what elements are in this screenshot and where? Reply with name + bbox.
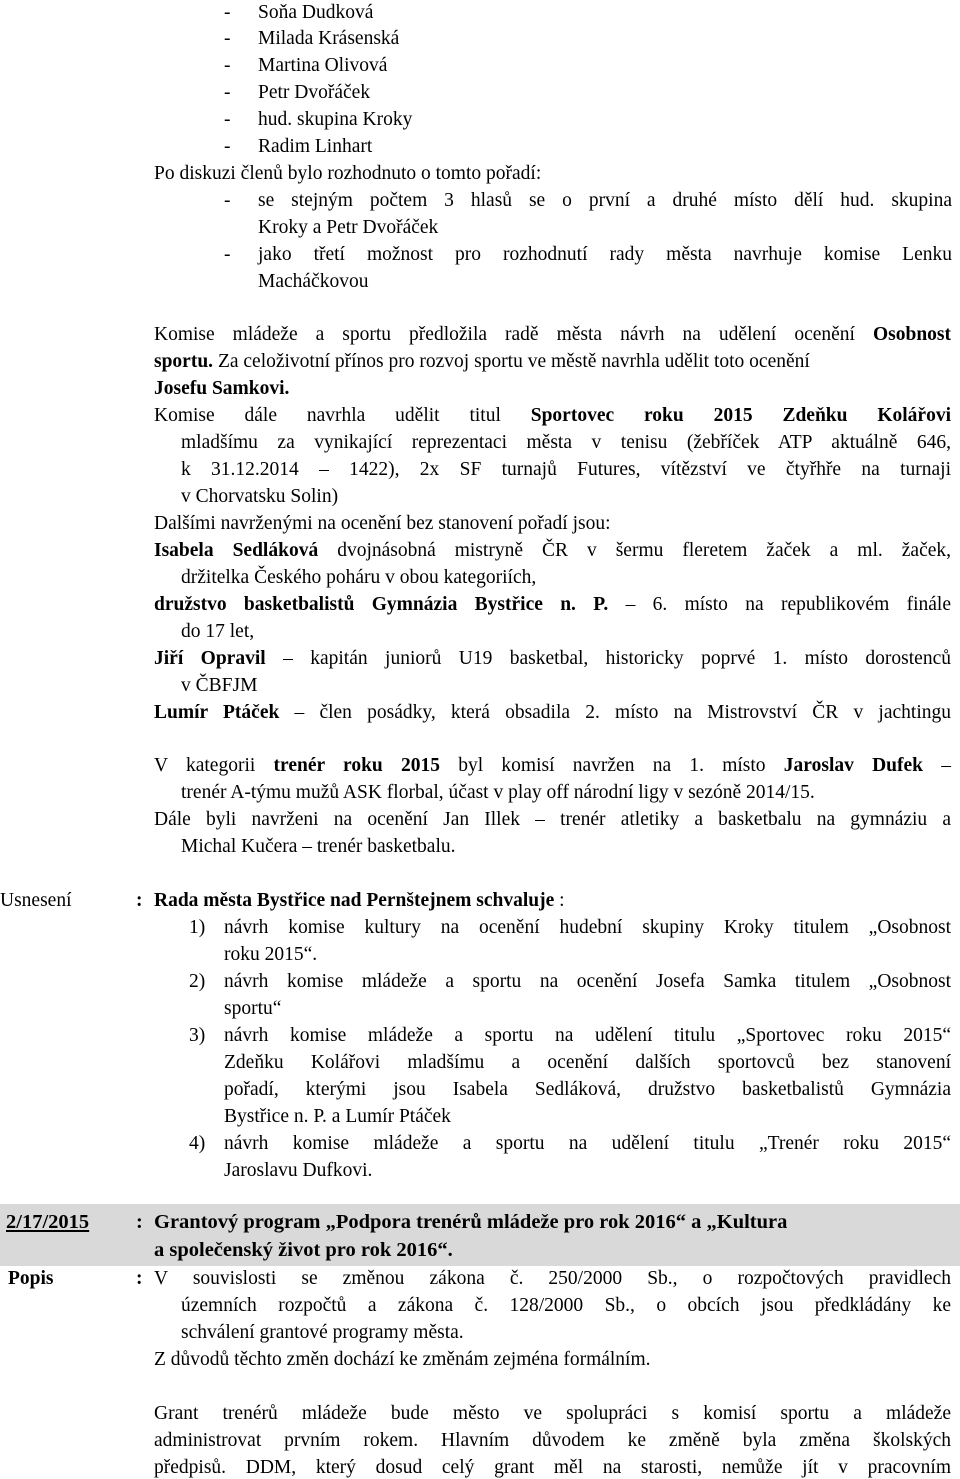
resolution-item-line: Zdeňku Kolářovi mladšímu a ocenění dalších sportovců bez stanovení: [224, 1052, 951, 1073]
resolution-item-line: Jaroslavu Dufkovi.: [224, 1160, 373, 1181]
youth-paragraph-line: sportu. Za celoživotní přínos pro rozvoj sportu ve městě navrhla udělit toto ocenění: [154, 351, 810, 372]
resolution-item-line: pořadí, kterými jsou Isabela Sedláková, družstvo basketbalistů Gymnázia: [224, 1079, 951, 1100]
decision-2-line: Macháčkovou: [258, 271, 369, 292]
decision-1-line: Kroky a Petr Dvořáček: [258, 217, 439, 238]
popis-line: Z důvodů těchto změn dochází ke změnám zejména formálním.: [154, 1349, 651, 1370]
resolution-colon: :: [136, 890, 143, 911]
decision-1-line: se stejným počtem 3 hlasů se o první a druhé místo dělí hud. skupina: [258, 190, 952, 211]
list-bullet: -: [224, 55, 231, 76]
coach-line: trenér A-týmu mužů ASK florbal, účast v play off národní ligy v sezóně 2014/15.: [181, 782, 815, 803]
list-item: Soňa Dudková: [258, 2, 374, 23]
list-bullet: -: [224, 82, 231, 103]
list-bullet: -: [224, 109, 231, 130]
list-item: Milada Krásenská: [258, 28, 400, 49]
popis-colon: :: [136, 1268, 143, 1289]
popis-line: schválení grantové programy města.: [181, 1322, 464, 1343]
list-item: Martina Olivová: [258, 55, 388, 76]
list-bullet: -: [224, 190, 231, 211]
agenda-item-colon: :: [136, 1211, 143, 1233]
decision-2-line: jako třetí možnost pro rozhodnutí rady města navrhuje komise Lenku: [258, 244, 952, 265]
discussion-intro: Po diskuzi členů bylo rozhodnuto o tomto pořadí:: [154, 163, 542, 184]
resolution-item-number: 4): [189, 1133, 206, 1154]
list-bullet: -: [224, 136, 231, 157]
agenda-item-title: Grantový program „Podpora trenérů mládeže pro rok 2016“ a „Kultura: [154, 1211, 788, 1233]
resolution-item-number: 1): [189, 917, 206, 938]
popis-line: územních rozpočtů a zákona č. 128/2000 Sb., o obcích jsou předkládány ke: [181, 1295, 951, 1316]
resolution-item-line: návrh komise mládeže a sportu na udělení titulu „Trenér roku 2015“: [224, 1133, 951, 1154]
popis-line: Grant trenérů mládeže bude město ve spolupráci s komisí sportu a mládeže: [154, 1403, 951, 1424]
nominee-line: družstvo basketbalistů Gymnázia Bystřice n. P. – 6. místo na republikovém finále: [154, 594, 951, 615]
coach-line: Dále byli navrženi na ocenění Jan Illek – trenér atletiky a basketbalu na gymnáziu a: [154, 809, 951, 830]
resolution-item-number: 3): [189, 1025, 206, 1046]
nominee-line: do 17 let,: [181, 621, 255, 642]
nominee-line: Lumír Ptáček – člen posádky, která obsadila 2. místo na Mistrovství ČR v jachtingu: [154, 702, 951, 723]
resolution-label: Usnesení: [0, 890, 72, 911]
list-item: Petr Dvořáček: [258, 82, 371, 103]
coach-line: Michal Kučera – trenér basketbalu.: [181, 836, 456, 857]
sportovec-line: Komise dále navrhla udělit titul Sportovec roku 2015 Zdeňku Kolářovi: [154, 405, 951, 426]
youth-paragraph-line: Komise mládeže a sportu předložila radě města návrh na udělení ocenění Osobnost: [154, 324, 951, 345]
nominee-line: Jiří Opravil – kapitán juniorů U19 basketbal, historicky poprvé 1. místo dorostenců: [154, 648, 951, 669]
others-intro: Dalšími navrženými na ocenění bez stanovení pořadí jsou:: [154, 513, 611, 534]
resolution-item-line: roku 2015“.: [224, 944, 318, 965]
resolution-heading: Rada města Bystřice nad Pernštejnem schvaluje :: [154, 890, 565, 911]
nominee-line: Isabela Sedláková dvojnásobná mistryně ČR v šermu fleretem žaček a ml. žaček,: [154, 540, 952, 561]
popis-line: administrovat prvním rokem. Hlavním důvodem ke změně byla změna školských: [154, 1430, 951, 1451]
nominee-line: v ČBFJM: [181, 675, 258, 696]
sportovec-line: v Chorvatsku Solin): [181, 486, 339, 507]
list-bullet: -: [224, 244, 231, 265]
list-bullet: -: [224, 2, 231, 23]
popis-line: předpisů. DDM, který dosud celý grant měl na starosti, nemůže jít v pracovním: [154, 1457, 951, 1478]
popis-label: Popis: [8, 1268, 54, 1289]
resolution-item-line: návrh komise kultury na ocenění hudební skupiny Kroky titulem „Osobnost: [224, 917, 951, 938]
sportovec-line: mladšímu za vynikající reprezentaci města v tenisu (žebříček ATP aktuálně 646,: [181, 432, 951, 453]
resolution-item-line: návrh komise mládeže a sportu na ocenění Josefa Samka titulem „Osobnost: [224, 971, 951, 992]
agenda-item-title: a společenský život pro rok 2016“.: [154, 1239, 453, 1261]
resolution-item-line: sportu“: [224, 998, 282, 1019]
list-bullet: -: [224, 28, 231, 49]
nominee-line: držitelka Českého poháru v obou kategoriích,: [181, 567, 537, 588]
list-item: hud. skupina Kroky: [258, 109, 413, 130]
list-item: Radim Linhart: [258, 136, 373, 157]
youth-paragraph-line: Josefu Samkovi.: [154, 378, 290, 399]
resolution-item-line: návrh komise mládeže a sportu na udělení titulu „Sportovec roku 2015“: [224, 1025, 951, 1046]
coach-line: V kategorii trenér roku 2015 byl komisí navržen na 1. místo Jaroslav Dufek –: [154, 755, 952, 776]
resolution-item-line: Bystřice n. P. a Lumír Ptáček: [224, 1106, 451, 1127]
agenda-item-number: 2/17/2015: [6, 1211, 90, 1233]
sportovec-line: k 31.12.2014 – 1422), 2x SF turnajů Futures, vítězství ve čtyřhře na turnaji: [181, 459, 951, 480]
popis-line: V souvislosti se změnou zákona č. 250/2000 Sb., o rozpočtových pravidlech: [154, 1268, 951, 1289]
resolution-item-number: 2): [189, 971, 206, 992]
